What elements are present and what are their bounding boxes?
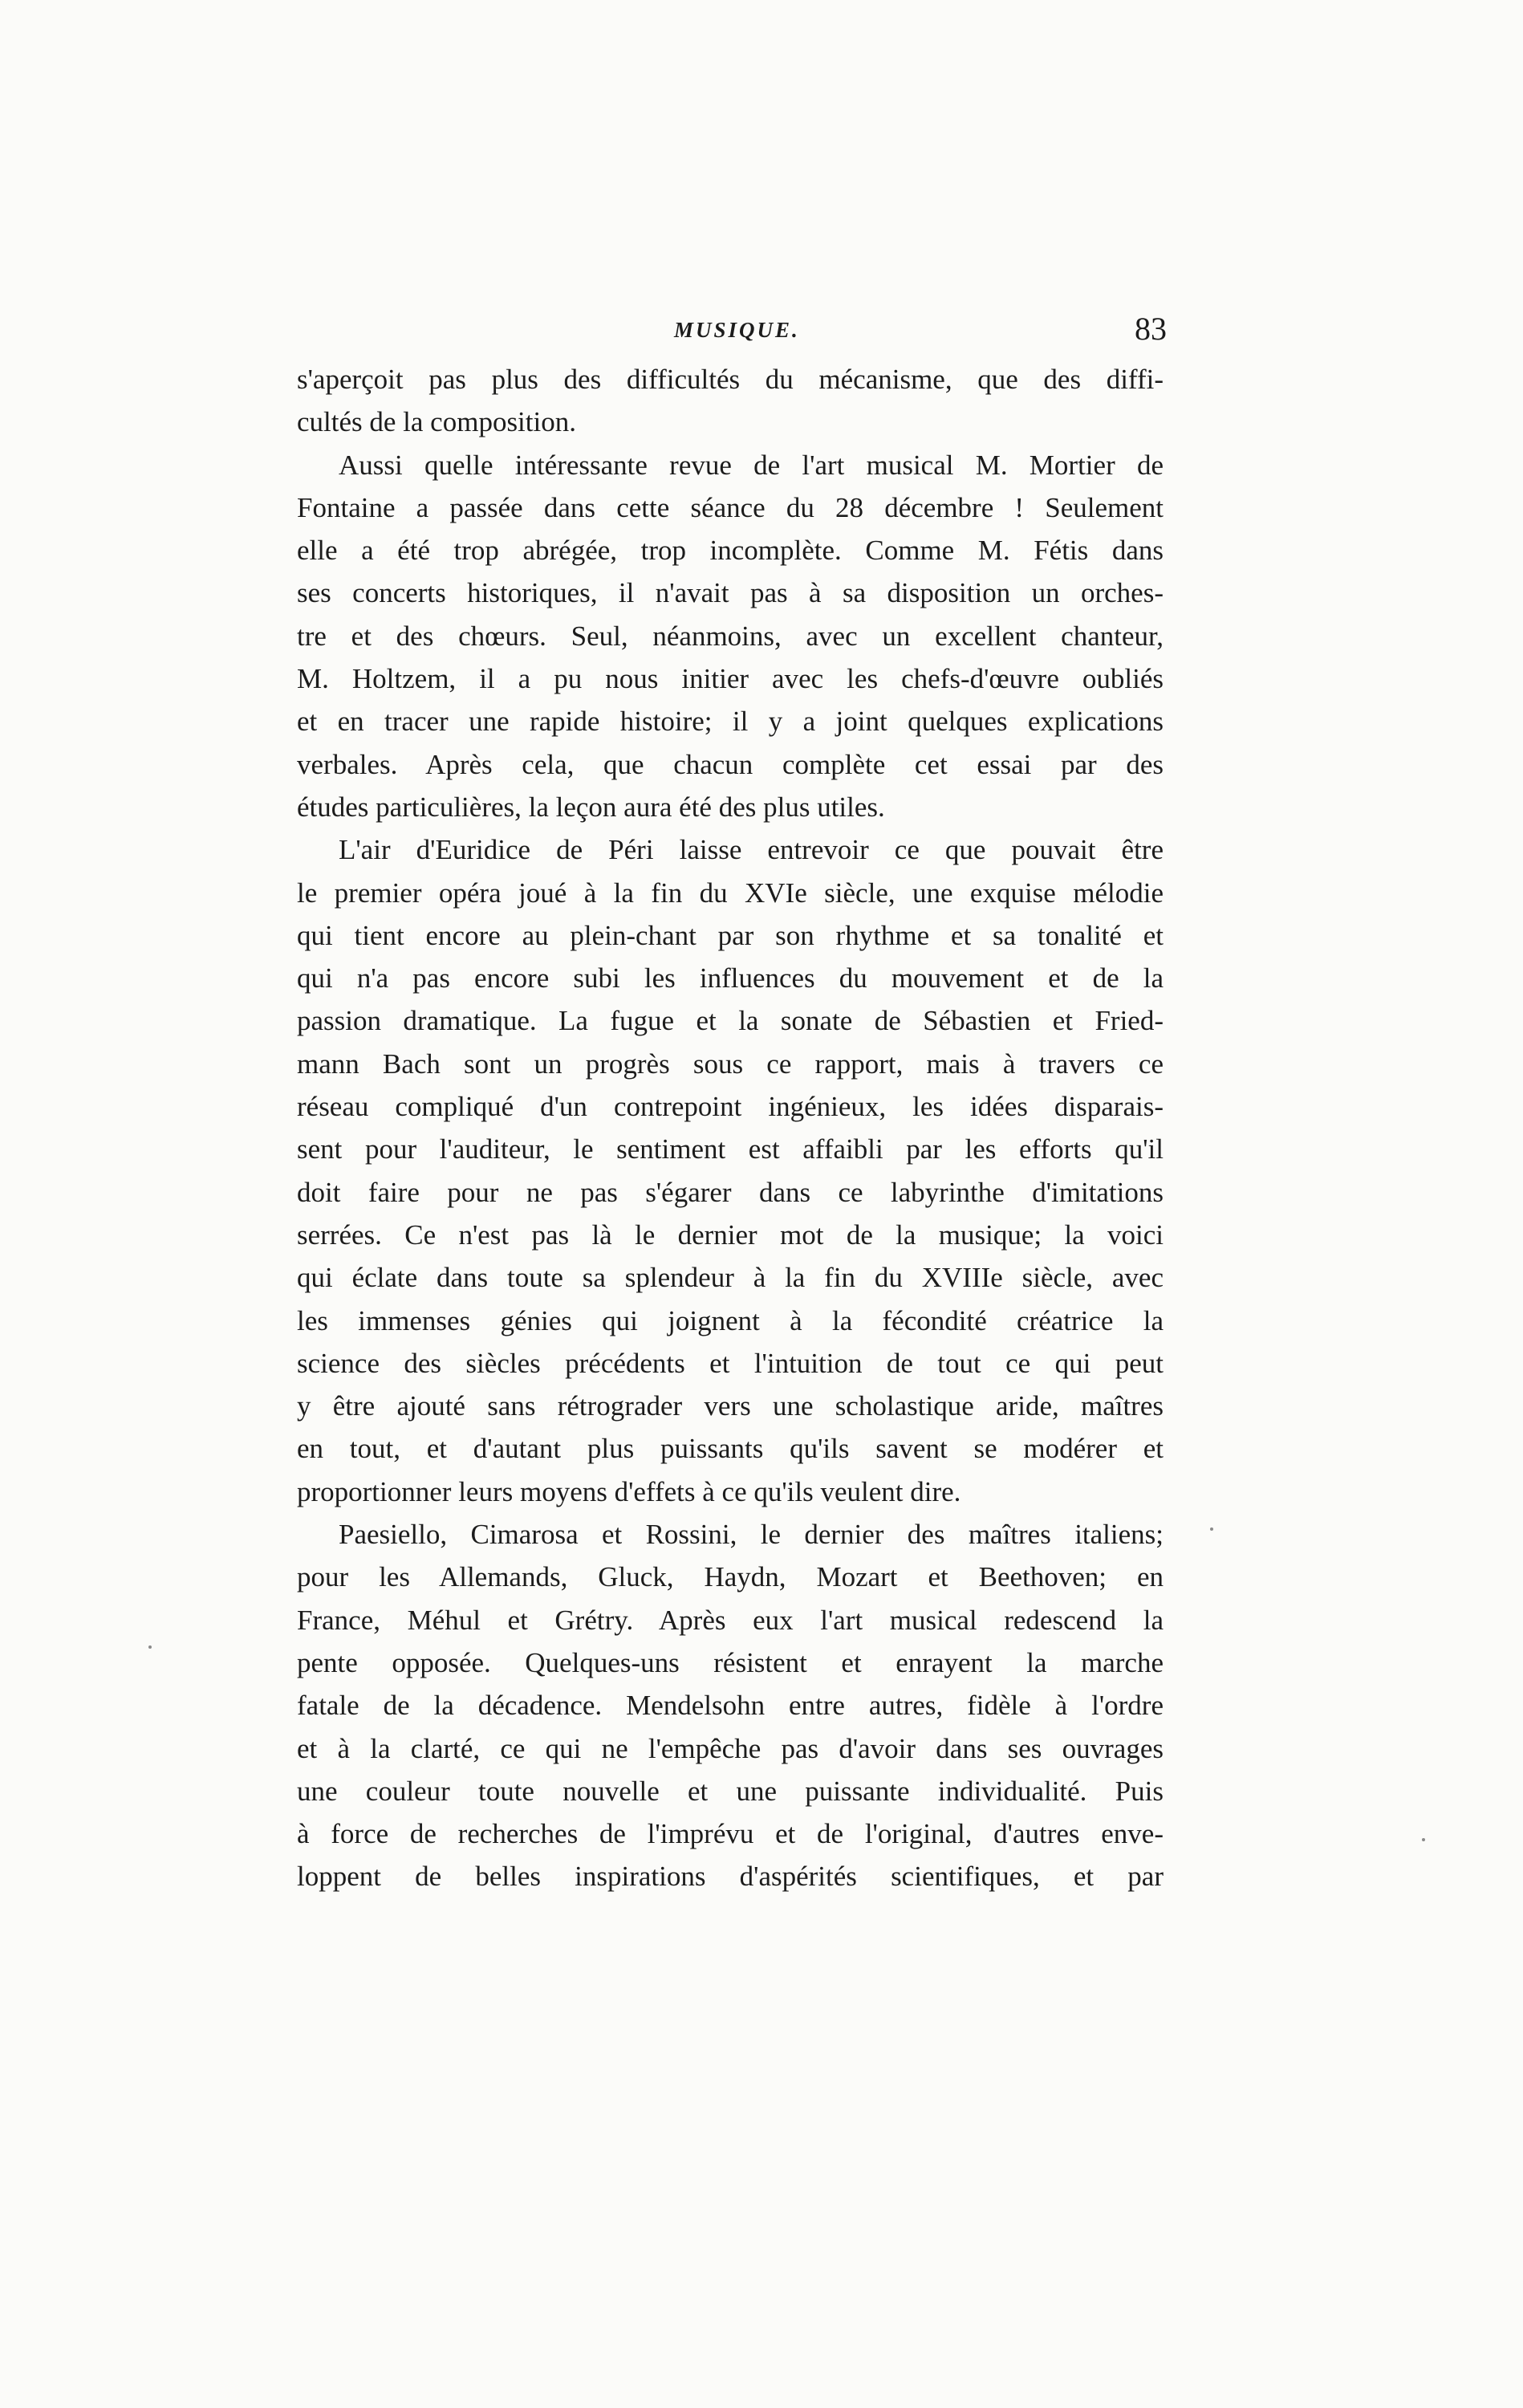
text-line: mann Bach sont un progrès sous ce rapport, mais à travers ce — [297, 1047, 1164, 1080]
text-line: loppent de belles inspirations d'aspérités scientifiques, et par — [297, 1861, 1164, 1893]
text-line: s'aperçoit pas plus des difficultés du mécanisme, que des diffi- — [297, 364, 1164, 395]
running-head: MUSIQUE. — [674, 318, 800, 342]
page-header — [297, 310, 1180, 358]
text-line: le premier opéra joué à la fin du XVIe siècle, une exquise mélodie — [297, 877, 1164, 909]
text-line: qui tient encore au plein-chant par son rhythme et sa tonalité et — [297, 919, 1164, 951]
text-line: et à la clarté, ce qui ne l'empêche pas d'avoir dans ses ouvrages — [297, 1732, 1164, 1764]
text-line: études particulières, la leçon aura été des plus utiles. — [297, 791, 885, 823]
text-line: les immenses génies qui joignent à la fécondité créatrice la — [297, 1304, 1164, 1336]
text-line: elle a été trop abrégée, trop incomplète. Comme M. Fétis dans — [297, 535, 1164, 567]
paragraph-start-line: Aussi quelle intéressante revue de l'art musical M. Mortier de — [339, 449, 1164, 481]
text-line: cultés de la composition. — [297, 406, 576, 438]
text-line: qui éclate dans toute sa splendeur à la fin du XVIIIe siècle, avec — [297, 1262, 1164, 1294]
text-line: une couleur toute nouvelle et une puissante individualité. Puis — [297, 1775, 1164, 1807]
text-line: verbales. Après cela, que chacun complète cet essai par des — [297, 748, 1164, 780]
text-line: doit faire pour ne pas s'égarer dans ce labyrinthe d'imitations — [297, 1176, 1164, 1208]
text-line: fatale de la décadence. Mendelsohn entre autres, fidèle à l'ordre — [297, 1690, 1164, 1722]
paragraph-start-line: L'air d'Euridice de Péri laisse entrevoir ce que pouvait être — [339, 834, 1164, 866]
text-line: serrées. Ce n'est pas là le dernier mot de la musique; la voici — [297, 1218, 1164, 1251]
scan-speck — [1422, 1838, 1425, 1841]
text-line: passion dramatique. La fugue et la sonate de Sébastien et Fried- — [297, 1005, 1164, 1037]
scan-speck — [148, 1645, 152, 1649]
scan-speck — [1210, 1527, 1213, 1531]
text-line: tre et des chœurs. Seul, néanmoins, avec un excellent chanteur, — [297, 620, 1164, 652]
text-line: proportionner leurs moyens d'effets à ce qu'ils veulent dire. — [297, 1475, 961, 1507]
text-line: qui n'a pas encore subi les influences du mouvement et de la — [297, 962, 1164, 995]
paragraph-start-line: Paesiello, Cimarosa et Rossini, le dernier des maîtres italiens; — [339, 1519, 1164, 1551]
text-line: à force de recherches de l'imprévu et de l'original, d'autres enve- — [297, 1818, 1164, 1850]
text-line: en tout, et d'autant plus puissants qu'ils savent se modérer et — [297, 1433, 1164, 1465]
text-line: M. Holtzem, il a pu nous initier avec les chefs-d'œuvre oubliés — [297, 663, 1164, 695]
text-line: sent pour l'auditeur, le sentiment est affaibli par les efforts qu'il — [297, 1133, 1164, 1165]
text-line: ses concerts historiques, il n'avait pas à sa disposition un orches- — [297, 577, 1164, 609]
text-line: pour les Allemands, Gluck, Haydn, Mozart et Beethoven; en — [297, 1561, 1164, 1593]
text-line: pente opposée. Quelques-uns résistent et enrayent la marche — [297, 1646, 1164, 1678]
text-line: réseau compliqué d'un contrepoint ingénieux, les idées disparais- — [297, 1091, 1164, 1123]
text-line: France, Méhul et Grétry. Après eux l'art musical redescend la — [297, 1604, 1164, 1636]
text-line: y être ajouté sans rétrograder vers une scholastique aride, maîtres — [297, 1390, 1164, 1422]
text-line: et en tracer une rapide histoire; il y a joint quelques explications — [297, 706, 1164, 738]
page-number: 83 — [1135, 311, 1167, 347]
body-text — [297, 358, 1164, 1898]
text-line: Fontaine a passée dans cette séance du 28 décembre ! Seulement — [297, 491, 1164, 523]
text-line: science des siècles précédents et l'intuition de tout ce qui peut — [297, 1347, 1164, 1379]
